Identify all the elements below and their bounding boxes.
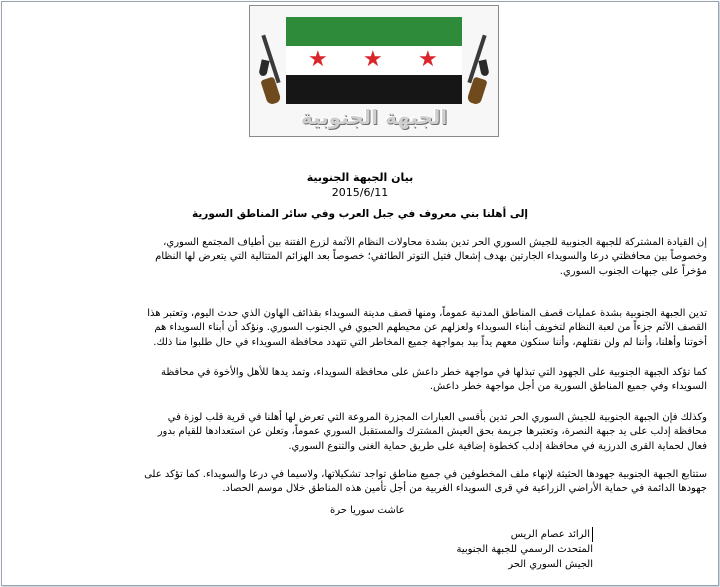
paragraph-3: كما تؤكد الجبهة الجنوبية على الجهود التي تبذلها في مواجهة خطر داعش على محافظة السويداء، وتمد يدها للأهل والأخوة في محافظة السويداء وفي جميع المناطق السورية من أجل مواجهة خطر داعش. <box>160 367 707 393</box>
paragraph-5: ستتابع الجبهة الجنوبية جهودها الحثيثة لإنهاء ملف المخطوفين في جميع مناطق تواجد تشكيلاتها، ولاسيما في درعا والسويداء. كما تؤكد على جهودها الدائمة في حماية الأراضي الزراعية في قرى السويداء الغربية من أجل تأمين هذه المناطق خلال موسم الحصاد. <box>144 469 707 495</box>
closing-line: عاشت سوريا حرة <box>330 505 405 516</box>
paragraph-4: وكذلك فإن الجبهة الجنوبية للجيش السوري الحر تدين بأقسى العبارات المجزرة المروعة التي تعرض لها أهلنا في قرية قلب لوزة في محافظة إدلب على يد جبهة النصرة، وتعتبرها جريمة بحق العيش المشترك والمستقبل السوري عموماً، وتعلن عن استعدادها للقيام بدور فعال لحماية القرى الدرزية في محافظة إدلب كخطوة إضافية على طريق حماية الغنى والتنوع السوري. <box>157 412 707 452</box>
signatory-org: الجيش السوري الحر <box>508 559 593 570</box>
paragraph-2: تدين الجبهة الجنوبية بشدة عمليات قصف المناطق المدنية عموماً، ومنها قصف مدينة السويداء بقذائف الهاون الذي حدث اليوم، وتعتبر هذا القصف الآثم جزءاً من لعبة النظام لتخويف أبناء السويداء ولعزلهم عن محيطهم الحيوي في الجنوب السوري. ونؤكد أن أبناء السويداء هم أخوتنا وأهلنا، وأننا لم ولن نقتلهم، وأننا سنكون معهم يداً بيد بمواجهة جميع المخاطر التي تتهدد محافظة السويداء في حال طلبوا منا ذلك. <box>147 308 707 348</box>
signatory-name: الرائد عصام الريس <box>511 527 593 542</box>
syrian-flag-icon <box>286 17 462 104</box>
signature-block <box>393 527 593 572</box>
paragraph-1: إن القيادة المشتركة للجبهة الجنوبية للجيش السوري الحر تدين بشدة محاولات النظام الآثمة لزرع الفتنة بين أطياف المجتمع السوري، وخصوصاً بين محافظتي درعا والسويداء الجارتين بهدف إشعال فتيل التوتر الطائفي؛ خصوصاً بعد الهزائم المتتالية التي يتعرض لها النظام مؤخراً على جبهات الجنوب السوري. <box>155 237 707 277</box>
statement-title: بيان الجبهة الجنوبية <box>306 171 414 184</box>
southern-front-logo <box>249 5 499 137</box>
rifle-icon <box>464 34 490 106</box>
statement-date: 2015/6/11 <box>331 186 389 199</box>
statement-address: إلى أهلنا بني معروف في جبل العرب وفي سائر المناطق السورية <box>191 208 529 220</box>
rifle-icon <box>258 34 284 106</box>
star-icon: ★ <box>418 47 438 72</box>
star-icon: ★ <box>363 47 383 72</box>
signatory-role: المتحدث الرسمي للجبهة الجنوبية <box>456 544 593 555</box>
star-icon: ★ <box>308 47 328 72</box>
logo-text: الجبهة الجنوبية <box>300 105 448 129</box>
